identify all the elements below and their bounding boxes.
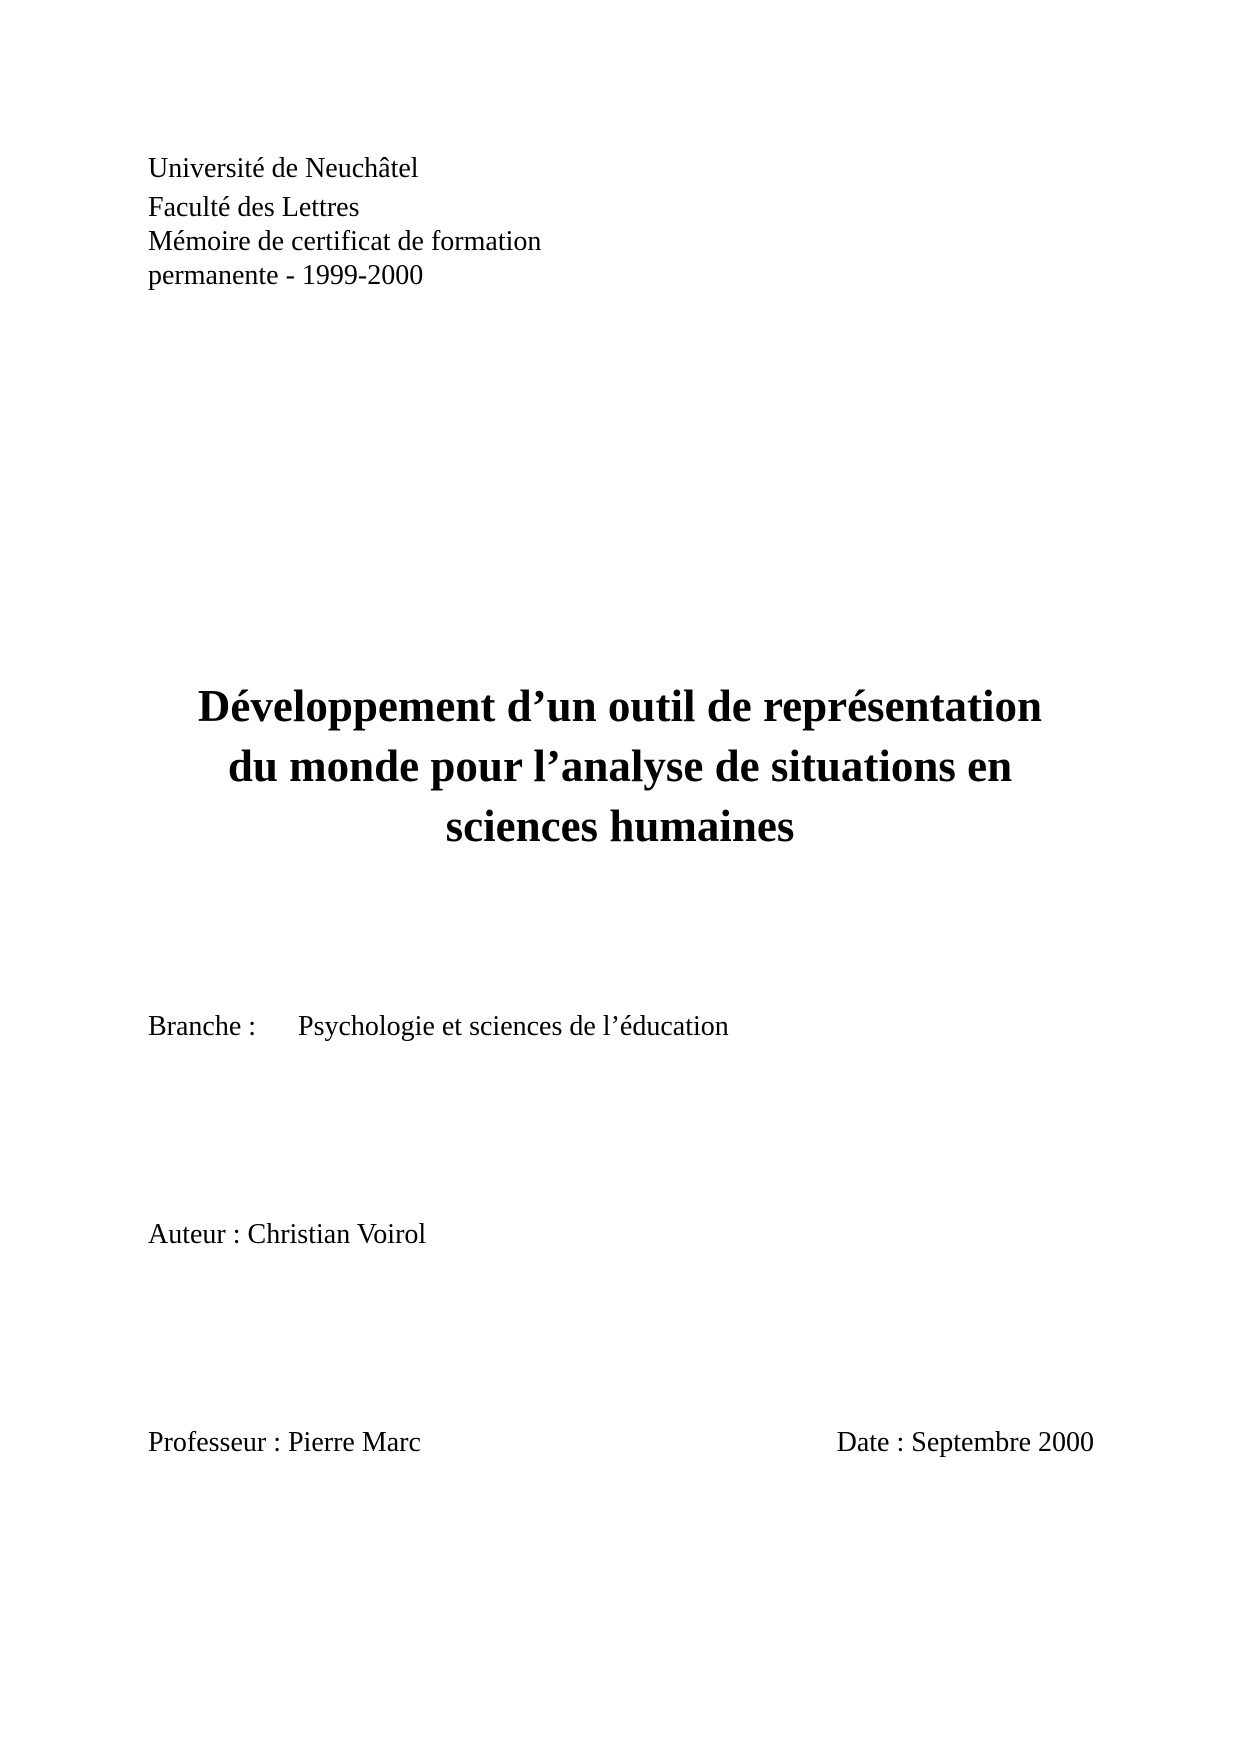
title-line-3: sciences humaines [445,801,795,851]
branche-label: Branche : [148,1011,257,1042]
institution-header [148,152,541,293]
document-title [120,676,1120,856]
memoire-type-line2: permanente - 1999-2000 [148,260,424,291]
branche-value: Psychologie et sciences de l’éducation [298,1011,729,1042]
title-line-1: Développement d’un outil de représentation [197,681,1043,731]
faculty-name: Faculté des Lettres [148,192,360,223]
author-line: Auteur : Christian Voirol [148,1219,427,1250]
title-line-2: du monde pour l’analyse de situations en [227,741,1013,791]
university-name: Université de Neuchâtel [148,153,419,184]
branche-field [148,1010,729,1044]
date-line: Date : Septembre 2000 [836,1427,1094,1458]
memoire-type-line1: Mémoire de certificat de formation [148,226,542,257]
professor-line: Professeur : Pierre Marc [148,1427,421,1458]
